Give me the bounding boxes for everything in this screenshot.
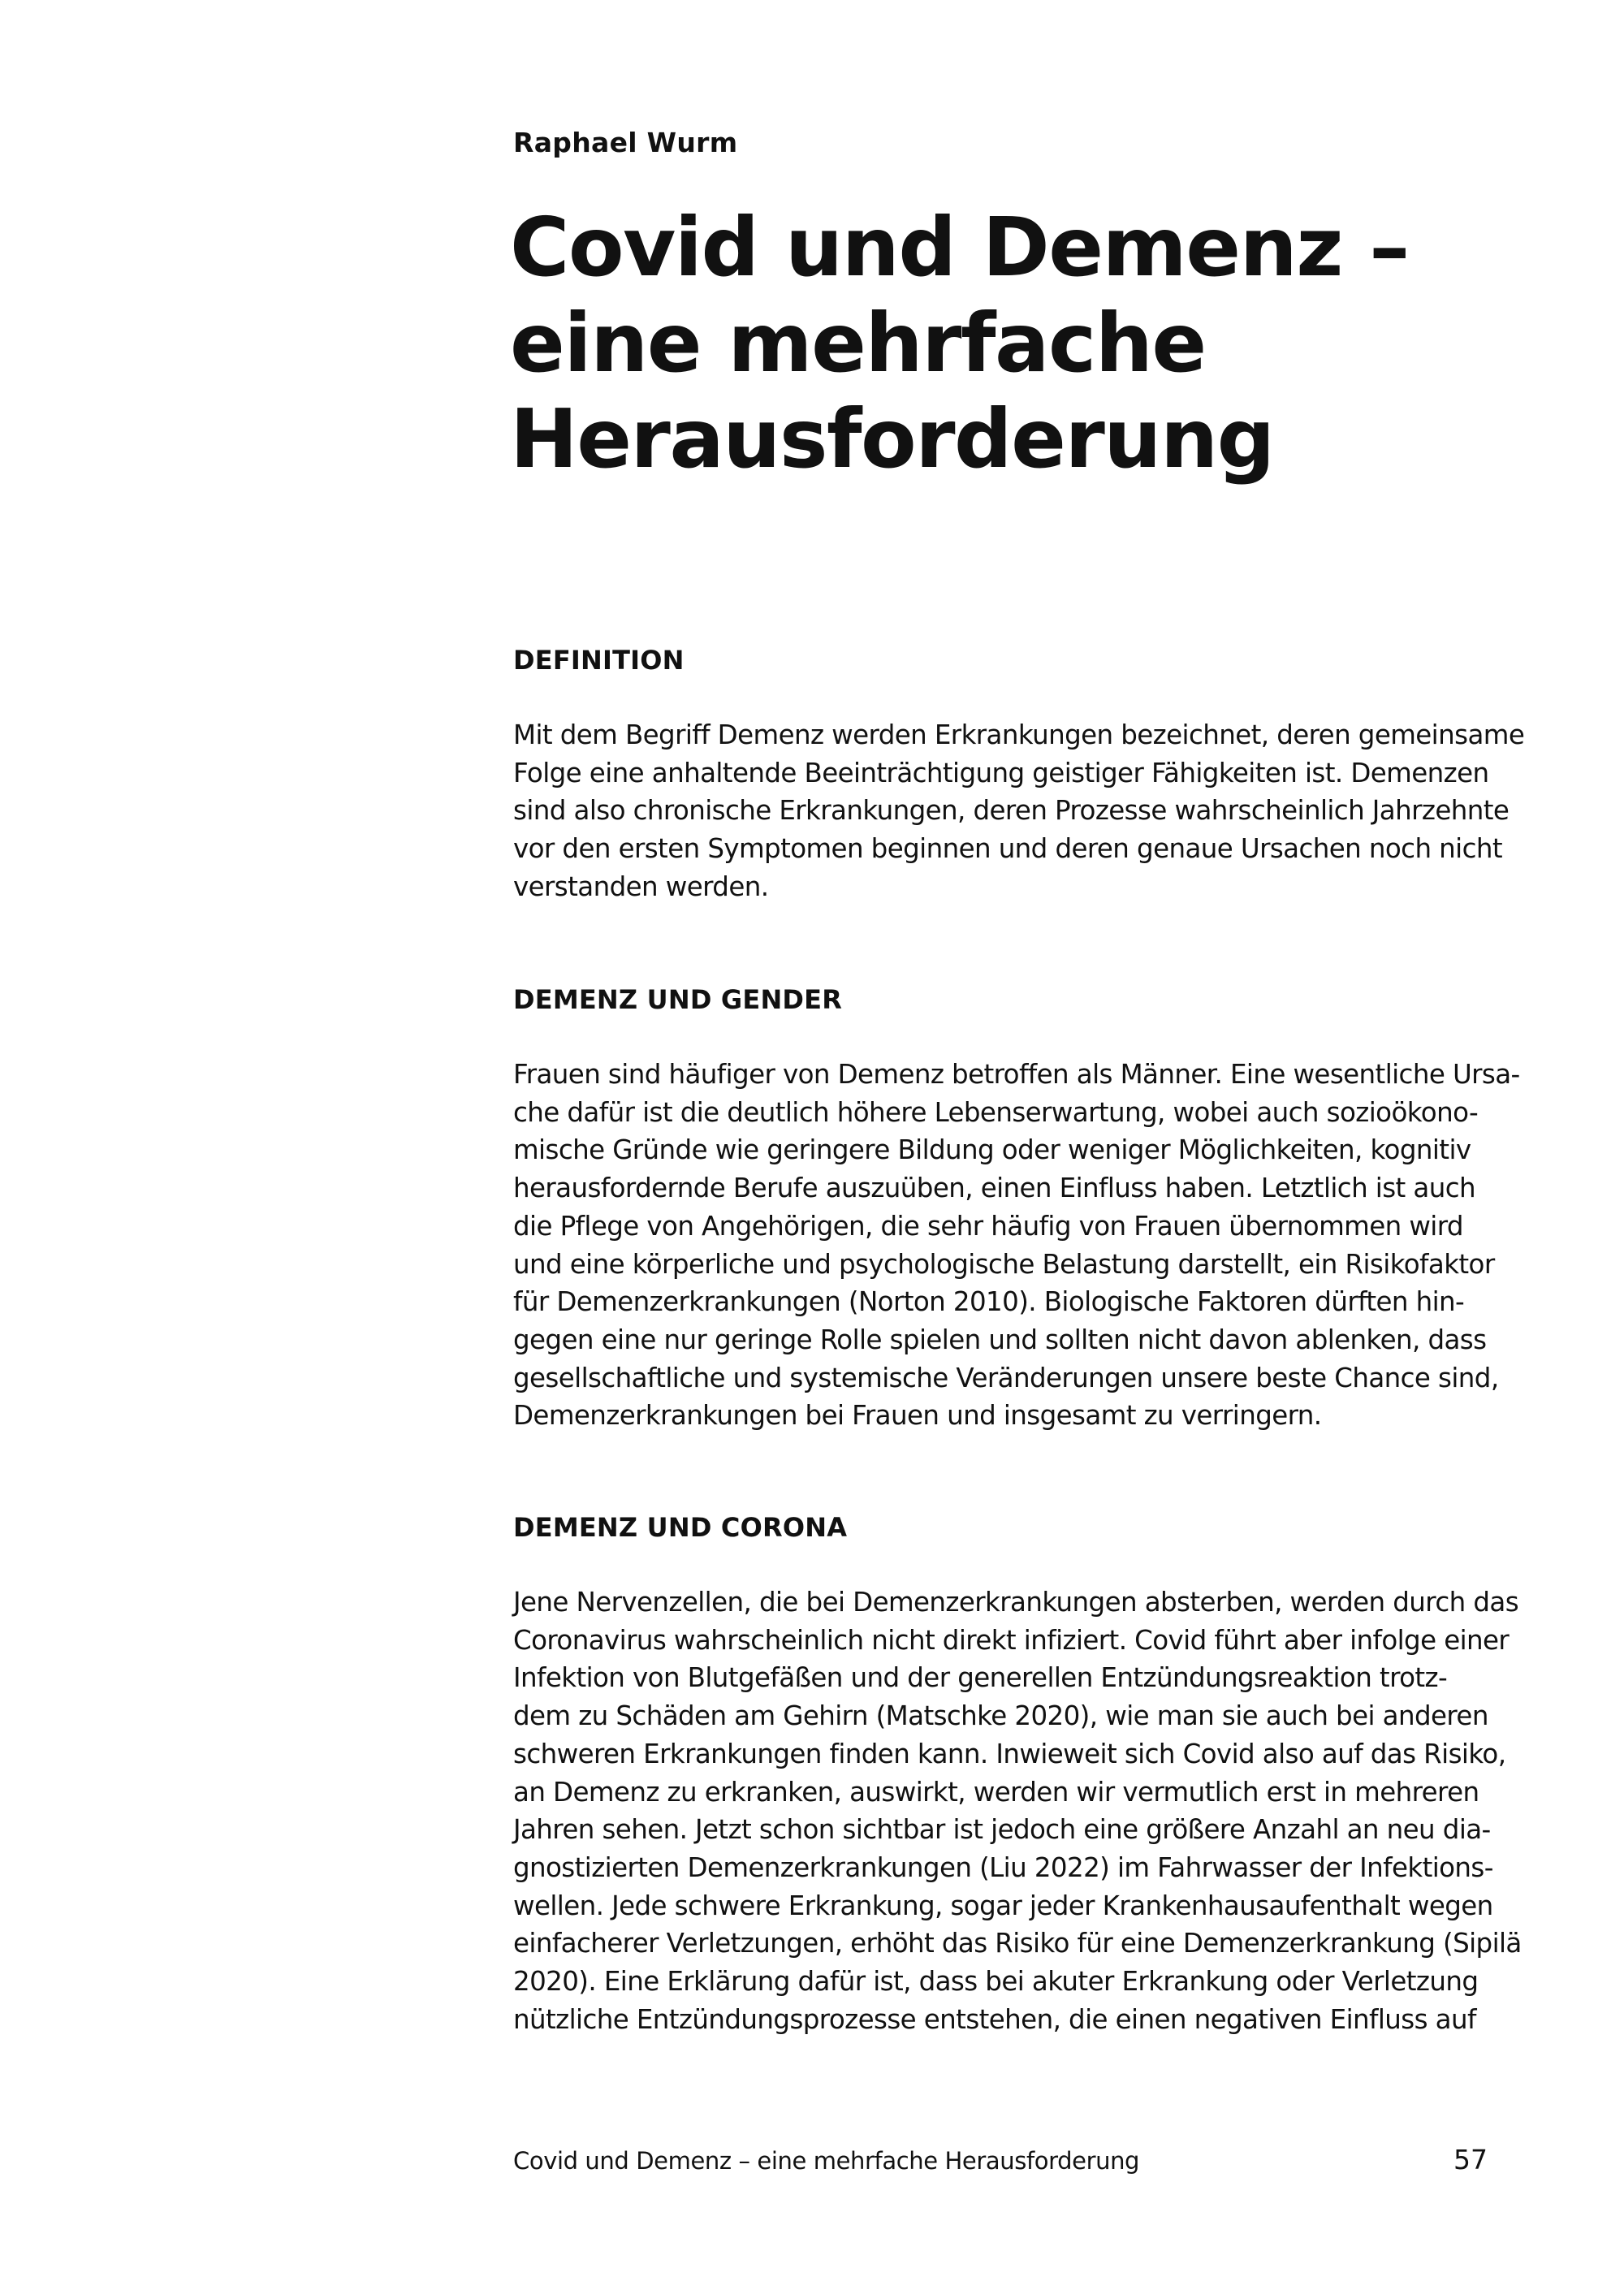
text-line: mische Gründe wie geringere Bildung oder weniger Möglichkeiten, kognitiv: [513, 1134, 1471, 1166]
text-line: gesellschaftliche und systemische Veränderungen unsere beste Chance sind,: [513, 1362, 1499, 1393]
page-number: 57: [1453, 2144, 1488, 2175]
text-line: herausfordernde Berufe auszuüben, einen Einfluss haben. Letztlich ist auch: [513, 1173, 1476, 1204]
title-line: Herausforderung: [510, 391, 1274, 486]
text-line: einfacherer Verletzungen, erhöht das Risiko für eine Demenzerkrankung (Sipilä: [513, 1928, 1522, 1959]
text-line: die Pflege von Angehörigen, die sehr häufig von Frauen übernommen wird: [513, 1210, 1463, 1242]
section-heading-definition: DEFINITION: [513, 645, 685, 676]
section-body-gender: [513, 1056, 1520, 1435]
text-line: Coronavirus wahrscheinlich nicht direkt infiziert. Covid führt aber infolge einer: [513, 1624, 1510, 1656]
text-line: Demenzerkrankungen bei Frauen und insgesamt zu verringern.: [513, 1400, 1322, 1432]
text-line: wellen. Jede schwere Erkrankung, sogar jeder Krankenhausaufenthalt wegen: [513, 1890, 1493, 1921]
text-line: an Demenz zu erkranken, auswirkt, werden wir vermutlich erst in mehreren: [513, 1776, 1479, 1808]
text-line: dem zu Schäden am Gehirn (Matschke 2020), wie man sie auch bei anderen: [513, 1700, 1488, 1732]
article-title: [510, 200, 1566, 487]
text-line: für Demenzerkrankungen (Norton 2010). Biologische Faktoren dürften hin-: [513, 1286, 1465, 1318]
section-heading-corona: DEMENZ UND CORONA: [513, 1512, 848, 1543]
text-line: Frauen sind häufiger von Demenz betroffen als Männer. Eine wesentliche Ursa-: [513, 1059, 1520, 1090]
text-line: gnostizierten Demenzerkrankungen (Liu 2022) im Fahrwasser der Infektions-: [513, 1851, 1493, 1883]
text-line: verstanden werden.: [513, 870, 769, 902]
section-body-corona: [513, 1583, 1522, 2038]
text-line: nützliche Entzündungsprozesse entstehen, die einen negativen Einfluss auf: [513, 2003, 1476, 2035]
text-line: Infektion von Blutgefäßen und der generellen Entzündungsreaktion trotz-: [513, 1662, 1448, 1694]
text-line: che dafür ist die deutlich höhere Lebenserwartung, wobei auch sozioökono-: [513, 1096, 1479, 1128]
title-line: Covid und Demenz –: [510, 200, 1409, 295]
text-line: Folge eine anhaltende Beeinträchtigung geistiger Fähigkeiten ist. Demenzen: [513, 757, 1489, 788]
text-line: vor den ersten Symptomen beginnen und deren genaue Ursachen noch nicht: [513, 833, 1503, 865]
text-line: Mit dem Begriff Demenz werden Erkrankungen bezeichnet, deren gemeinsame: [513, 719, 1525, 750]
title-line: eine mehrfache: [510, 296, 1206, 391]
text-line: Jahren sehen. Jetzt schon sichtbar ist jedoch eine größere Anzahl an neu dia-: [513, 1814, 1491, 1846]
text-line: Jene Nervenzellen, die bei Demenzerkrankungen absterben, werden durch das: [513, 1587, 1519, 1618]
text-line: und eine körperliche und psychologische Belastung darstellt, ein Risikofaktor: [513, 1248, 1495, 1280]
section-body-definition: [513, 716, 1525, 906]
text-line: schweren Erkrankungen finden kann. Inwieweit sich Covid also auf das Risiko,: [513, 1738, 1506, 1769]
section-heading-gender: DEMENZ UND GENDER: [513, 984, 843, 1015]
text-line: 2020). Eine Erklärung dafür ist, dass bei akuter Erkrankung oder Verletzung: [513, 1966, 1479, 1998]
text-line: gegen eine nur geringe Rolle spielen und sollten nicht davon ablenken, dass: [513, 1324, 1487, 1355]
running-footer-title: Covid und Demenz – eine mehrfache Herausforderung: [513, 2147, 1140, 2175]
author-name: Raphael Wurm: [513, 127, 738, 158]
text-line: sind also chronische Erkrankungen, deren Prozesse wahrscheinlich Jahrzehnte: [513, 795, 1510, 827]
